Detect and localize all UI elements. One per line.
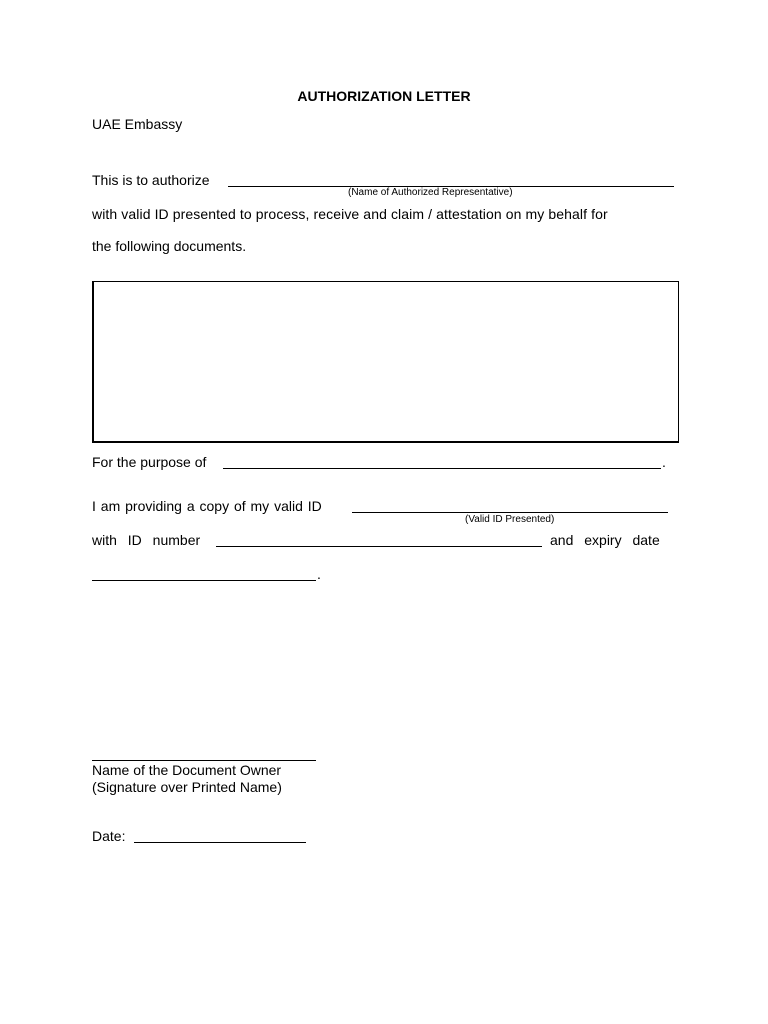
expiry-date-period: .	[317, 566, 321, 582]
purpose-field[interactable]	[223, 468, 661, 469]
paragraph-line-2: the following documents.	[92, 238, 247, 254]
id-number-field[interactable]	[216, 546, 542, 547]
id-number-lead: with ID number	[92, 532, 201, 548]
authorize-lead: This is to authorize	[92, 172, 210, 188]
authorized-representative-caption: (Name of Authorized Representative)	[348, 187, 513, 198]
paragraph-line-1: with valid ID presented to process, receive and claim / attestation on my behalf for	[92, 206, 608, 222]
valid-id-lead: I am providing a copy of my valid ID	[92, 498, 322, 514]
purpose-period: .	[662, 454, 666, 470]
purpose-lead: For the purpose of	[92, 454, 207, 470]
date-field[interactable]	[134, 842, 306, 843]
valid-id-caption: (Valid ID Presented)	[465, 514, 555, 525]
documents-box[interactable]	[92, 281, 679, 443]
date-label: Date:	[92, 828, 126, 844]
expiry-date-lead: and expiry date	[550, 532, 660, 548]
letter-title: AUTHORIZATION LETTER	[297, 88, 471, 104]
signature-field[interactable]	[92, 760, 316, 761]
valid-id-field[interactable]	[352, 512, 668, 513]
document-owner-label: Name of the Document Owner	[92, 762, 282, 778]
recipient: UAE Embassy	[92, 116, 183, 132]
expiry-date-field[interactable]	[92, 580, 316, 581]
signature-sub-label: (Signature over Printed Name)	[92, 779, 282, 795]
